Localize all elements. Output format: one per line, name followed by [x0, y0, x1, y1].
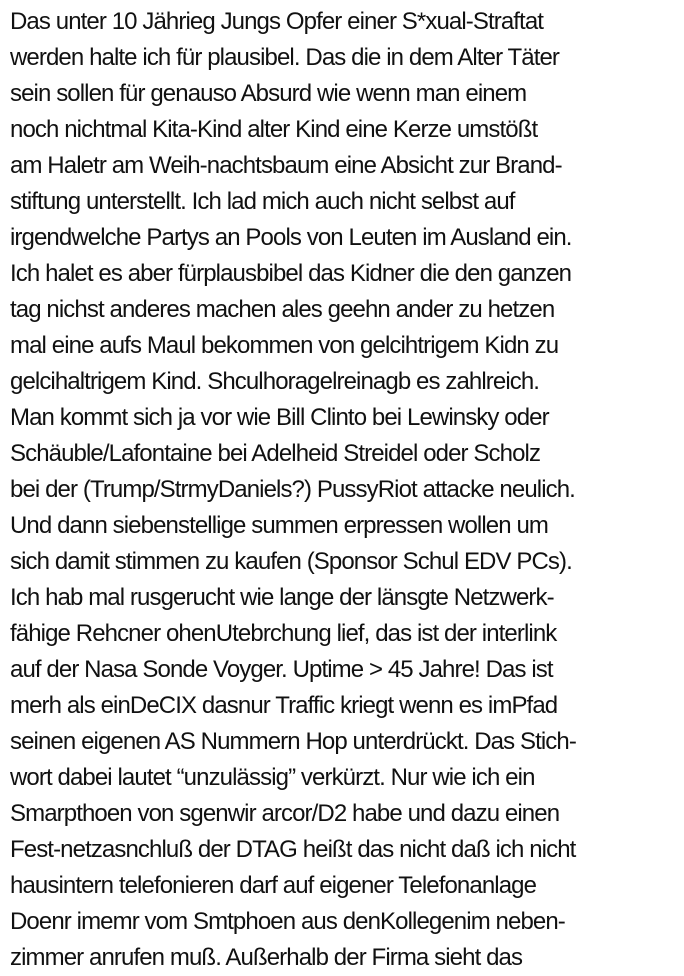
- text-line: zimmer anrufen muß. Außerhalb der Firma sieht das: [10, 944, 523, 971]
- text-line: gelcihaltrigem Kind. Shculhoragelreinagb es zahlreich.: [10, 368, 540, 395]
- text-line: hausintern telefonieren darf auf eigener Telefonanlage: [10, 872, 537, 899]
- text-line: merh als einDeCIX dasnur Traffic kriegt wenn es imPfad: [10, 692, 558, 719]
- text-line: mal eine aufs Maul bekommen von gelcihtrigem Kidn zu: [10, 332, 559, 359]
- text-line: wort dabei lautet “unzulässig” verkürzt. Nur wie ich ein: [10, 764, 535, 791]
- text-line: sein sollen für genauso Absurd wie wenn man einem: [10, 80, 527, 107]
- text-line: fähige Rehcner ohenUtebrchung lief, das ist der interlink: [10, 620, 557, 647]
- text-line: Man kommt sich ja vor wie Bill Clinto bei Lewinsky oder: [10, 404, 549, 431]
- text-line: sich damit stimmen zu kaufen (Sponsor Schul EDV PCs).: [10, 548, 572, 575]
- text-line: seinen eigenen AS Nummern Hop unterdrückt. Das Stich-: [10, 728, 576, 755]
- text-line: stiftung unterstellt. Ich lad mich auch nicht selbst auf: [10, 188, 515, 215]
- text-line: irgendwelche Partys an Pools von Leuten im Ausland ein.: [10, 224, 572, 251]
- document-text: [10, 4, 680, 976]
- text-line: Das unter 10 Jährieg Jungs Opfer einer S*xual-Straftat: [10, 8, 544, 35]
- text-line: Und dann siebenstellige summen erpressen wollen um: [10, 512, 548, 539]
- text-line: Smarpthoen von sgenwir arcor/D2 habe und dazu einen: [10, 800, 560, 827]
- text-line: tag nichst anderes machen ales geehn ander zu hetzen: [10, 296, 555, 323]
- text-line: am Haletr am Weih-nachtsbaum eine Absicht zur Brand-: [10, 152, 562, 179]
- text-line: noch nichtmal Kita-Kind alter Kind eine Kerze umstößt: [10, 116, 538, 143]
- text-line: auf der Nasa Sonde Voyger. Uptime > 45 Jahre! Das ist: [10, 656, 553, 683]
- text-line: Fest-netzasnchluß der DTAG heißt das nicht daß ich nicht: [10, 836, 576, 863]
- text-line: werden halte ich für plausibel. Das die in dem Alter Täter: [10, 44, 560, 71]
- text-line: Ich hab mal rusgerucht wie lange der länsgte Netzwerk-: [10, 584, 554, 611]
- text-line: bei der (Trump/StrmyDaniels?) PussyRiot attacke neulich.: [10, 476, 575, 503]
- text-line: Doenr imemr vom Smtphoen aus denKollegenim neben-: [10, 908, 565, 935]
- text-line: Ich halet es aber fürplausbibel das Kidner die den ganzen: [10, 260, 572, 287]
- text-line: Schäuble/Lafontaine bei Adelheid Streidel oder Scholz: [10, 440, 541, 467]
